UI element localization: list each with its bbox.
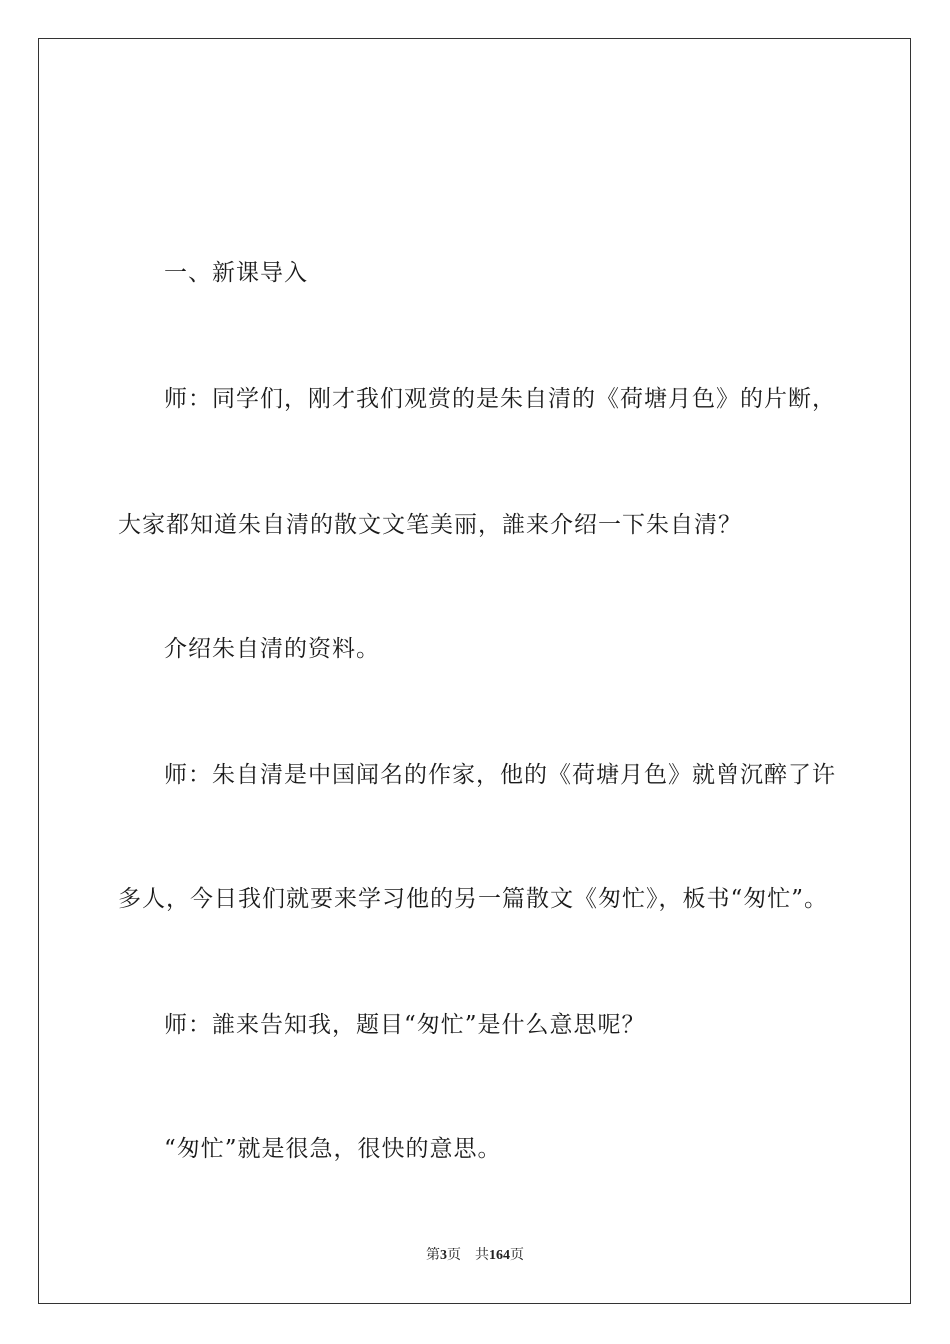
paragraph-line: 师：誰来告知我，题目“匆忙”是什么意思呢？	[164, 1012, 646, 1038]
paragraph-line: 多人，今日我们就要来学习他的另一篇散文《匆忙》，板书“匆忙”。	[118, 886, 829, 912]
page-footer	[0, 1246, 950, 1266]
total-pages: 164	[489, 1248, 510, 1263]
paragraph-line: 师：朱自清是中国闻名的作家，他的《荷塘月色》就曾沉醉了许	[164, 762, 836, 788]
page-number: 3	[440, 1248, 447, 1263]
total-suffix: 页	[510, 1248, 524, 1263]
paragraph-line: 大家都知道朱自清的散文文笔美丽，誰来介绍一下朱自清？	[118, 512, 742, 538]
page-prefix: 第	[426, 1248, 440, 1263]
section-heading: 一、新课导入	[164, 260, 308, 286]
page-suffix: 页	[447, 1248, 461, 1263]
paragraph-line: 介绍朱自清的资料。	[164, 636, 380, 662]
page-border	[38, 38, 911, 1304]
paragraph-line: “匆忙”就是很急，很快的意思。	[164, 1136, 502, 1162]
total-prefix: 共	[475, 1248, 489, 1263]
paragraph-line: 师：同学们，刚才我们观赏的是朱自清的《荷塘月色》的片断，	[164, 386, 836, 412]
